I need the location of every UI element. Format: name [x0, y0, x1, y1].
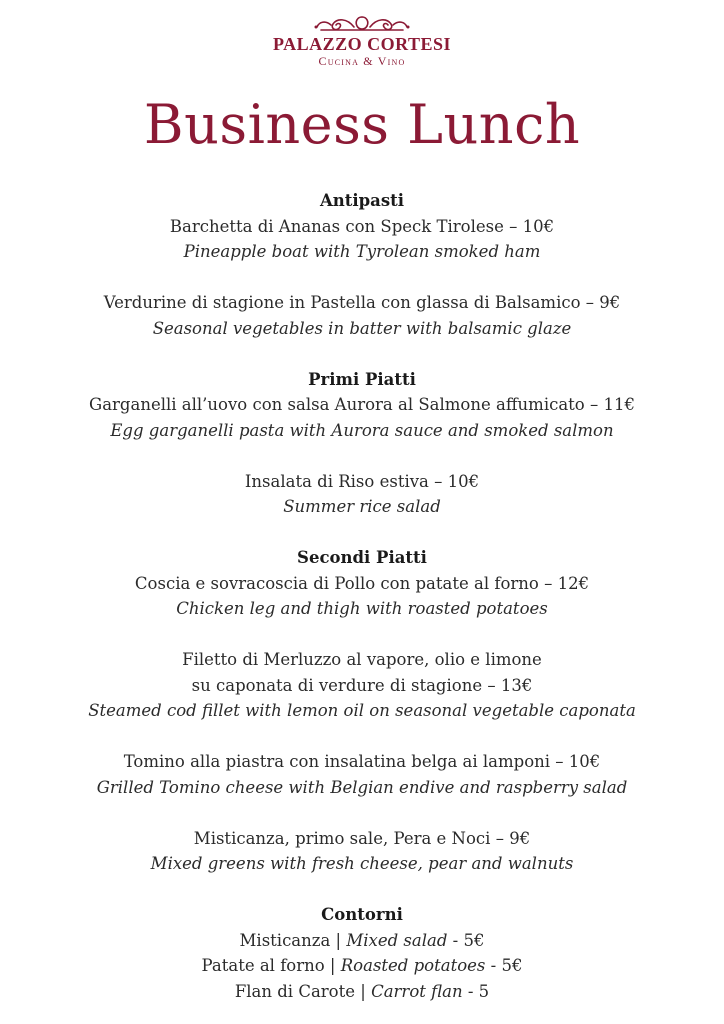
side-dish-translation: Mixed salad — [346, 930, 448, 950]
side-dish-price: - 5€ — [490, 956, 523, 975]
side-dish — [0, 953, 724, 979]
side-dish-price: - 5 — [467, 981, 490, 1001]
brand-subtitle: Cucina & Vino — [318, 54, 406, 68]
dish-name: Filetto di Merluzzo al vapore, olio e limone — [182, 650, 542, 669]
dish-name: Insalata di Riso estiva – 10€ — [244, 471, 480, 491]
dish-translation: Grilled Tomino cheese with Belgian endive and raspberry salad — [96, 777, 628, 797]
restaurant-logo — [262, 14, 462, 68]
section-heading-primi: Primi Piatti — [308, 369, 416, 389]
ornament-icon — [307, 14, 417, 34]
dish-name: Tomino alla piastra con insalatina belga ai lamponi – 10€ — [123, 752, 601, 771]
dish-translation: Egg garganelli pasta with Aurora sauce and smoked salmon — [110, 420, 614, 440]
section-heading-antipasti: Antipasti — [319, 191, 405, 210]
dish-name: Misticanza, primo sale, Pera e Noci – 9€ — [193, 828, 531, 848]
dish-translation: Pineapple boat with Tyrolean smoked ham — [183, 242, 541, 261]
side-dish-price: - 5€ — [452, 930, 485, 950]
side-dish-translation: Roasted potatoes — [340, 956, 486, 975]
dish-translation: Steamed cod fillet with lemon oil on seasonal vegetable caponata — [88, 701, 636, 720]
side-dish — [0, 928, 724, 954]
side-dish-name: Flan di Carote | — [234, 981, 366, 1001]
dish-translation: Summer rice salad — [283, 497, 441, 516]
page-title: Business Lunch — [143, 93, 581, 156]
dish-translation: Mixed greens with fresh cheese, pear and walnuts — [150, 854, 574, 873]
side-dish-translation: Carrot flan — [371, 981, 463, 1001]
dish-translation: Seasonal vegetables in batter with balsamic glaze — [152, 318, 572, 338]
dish-name: Coscia e sovracoscia di Pollo con patate al forno – 12€ — [134, 573, 590, 593]
section-heading-contorni: Contorni — [321, 905, 403, 924]
dish-name: Garganelli all’uovo con salsa Aurora al Salmone affumicato – 11€ — [89, 395, 635, 414]
brand-name: PALAZZO CORTESI — [272, 34, 452, 54]
side-dish-name: Misticanza | — [239, 930, 342, 950]
side-dish-name: Patate al forno | — [201, 956, 336, 975]
dish-name-continued: su caponata di verdure di stagione – 13€ — [191, 675, 533, 695]
menu-list — [0, 188, 724, 1004]
dish-name: Verdurine di stagione in Pastella con glassa di Balsamico – 9€ — [103, 293, 621, 312]
side-dish — [0, 979, 724, 1005]
dish-translation: Chicken leg and thigh with roasted potatoes — [176, 599, 548, 618]
section-heading-secondi: Secondi Piatti — [297, 548, 427, 567]
dish-name: Barchetta di Ananas con Speck Tirolese – 10€ — [169, 216, 555, 236]
